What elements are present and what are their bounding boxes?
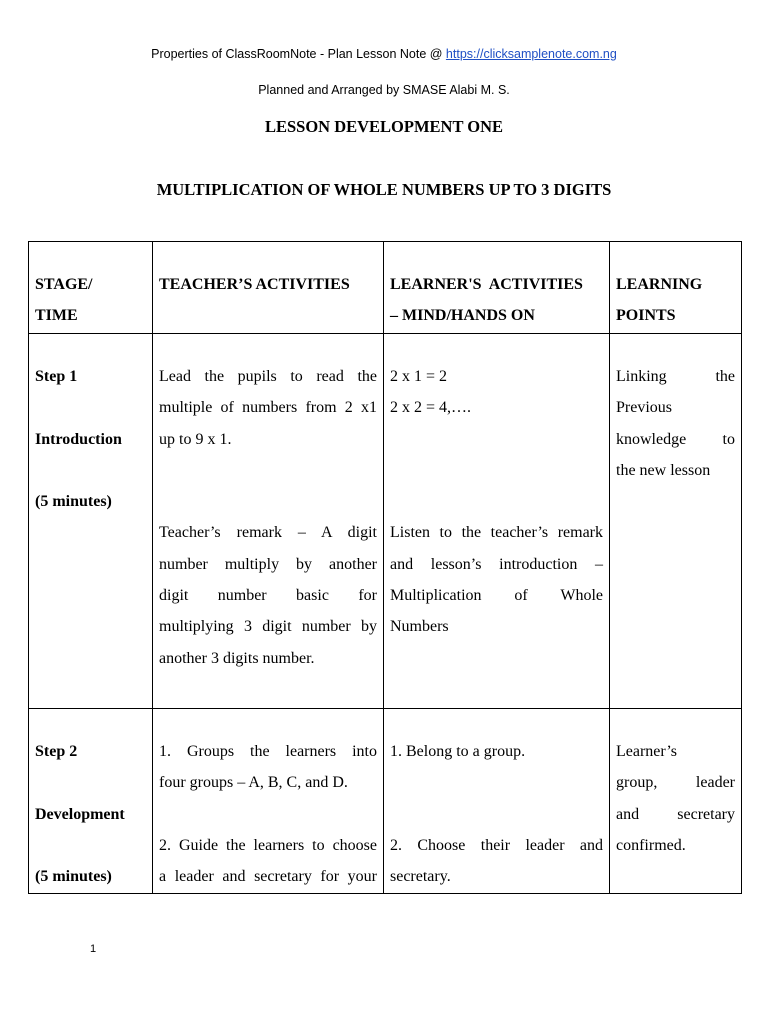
step1-points-cell (610, 334, 742, 709)
step1-teacher-text: up to 9 x 1. (159, 430, 232, 448)
step2-learner-text: secretary. (390, 868, 451, 886)
step2-stage-label: Development (35, 805, 125, 823)
step1-learner-remark: Numbers (390, 618, 449, 636)
step1-stage-cell (29, 334, 153, 709)
step2-stage-cell (29, 709, 153, 894)
step2-step-label: Step 2 (35, 743, 78, 760)
header-learning-points (610, 242, 742, 334)
header-planned-by: Planned and Arranged by SMASE Alabi M. S. (258, 83, 510, 97)
table-header-row (29, 242, 742, 334)
step1-teacher-remark: digit number basic for (159, 587, 377, 605)
step1-learner-cell (384, 334, 610, 709)
header-properties-text: Properties of ClassRoomNote - Plan Lesson Note @ (151, 47, 446, 61)
step1-teacher-cell (153, 334, 384, 709)
header-stage-line1: STAGE/ (35, 276, 93, 293)
step1-teacher-remark: another 3 digits number. (159, 649, 315, 667)
page-number: 1 (90, 943, 97, 955)
step2-learner-text: 1. Belong to a group. (390, 743, 526, 760)
step2-teacher-text: four groups – A, B, C, and D. (159, 774, 348, 792)
step1-points-text: Previous (616, 399, 672, 417)
step1-learner-text: 2 x 2 = 4,…. (390, 399, 472, 417)
header-learner-line2: – MIND/HANDS ON (390, 307, 535, 325)
step2-teacher-text: 2. Guide the learners to choose (159, 836, 377, 854)
step1-teacher-remark: multiplying 3 digit number by (159, 618, 377, 636)
step2-points-text: Learner’s (616, 743, 677, 760)
step1-points-text: knowledge to (616, 430, 735, 448)
header-link[interactable]: https://clicksamplenote.com.ng (445, 47, 617, 61)
step2-learner-cell (384, 709, 610, 894)
step1-teacher-text: Lead the pupils to read the (159, 368, 377, 385)
step1-teacher-remark: Teacher’s remark – A digit (159, 524, 377, 542)
table-row-step2 (29, 709, 742, 894)
step1-time-label: (5 minutes) (35, 493, 112, 511)
header-learner-line1: LEARNER'S ACTIVITIES (390, 276, 583, 293)
header-teacher-activities (153, 242, 384, 334)
step1-learner-remark: Multiplication of Whole (390, 587, 603, 605)
topic-title: MULTIPLICATION OF WHOLE NUMBERS UP TO 3 DIGITS (156, 180, 612, 199)
header-points-line1: LEARNING (616, 276, 703, 293)
step2-time-label: (5 minutes) (35, 868, 112, 886)
step2-teacher-text: a leader and secretary for your (159, 868, 377, 886)
lesson-title: LESSON DEVELOPMENT ONE (264, 117, 504, 136)
step1-learner-text: 2 x 1 = 2 (390, 368, 448, 385)
step2-learner-text: 2. Choose their leader and (390, 836, 603, 854)
header-teacher-label: TEACHER’S ACTIVITIES (159, 276, 350, 293)
header-stage-line2: TIME (35, 307, 78, 325)
step1-step-label: Step 1 (35, 368, 78, 385)
step1-points-text: the new lesson (616, 461, 711, 479)
header-learner-activities (384, 242, 610, 334)
step1-stage-label: Introduction (35, 430, 122, 448)
step1-points-text: Linking the (616, 368, 735, 385)
step2-points-text: confirmed. (616, 836, 686, 854)
step2-points-cell (610, 709, 742, 894)
table-row-step1 (29, 334, 742, 709)
step2-points-text: and secretary (616, 805, 735, 823)
step1-teacher-remark: number multiply by another (159, 555, 377, 573)
step2-teacher-text: 1. Groups the learners into (159, 743, 377, 760)
header-stage-time (29, 242, 153, 334)
lesson-table (28, 241, 742, 894)
step2-teacher-cell (153, 709, 384, 894)
step1-teacher-text: multiple of numbers from 2 x1 (159, 399, 377, 417)
step1-learner-remark: Listen to the teacher’s remark (390, 524, 603, 542)
step1-learner-remark: and lesson’s introduction – (390, 555, 603, 573)
step2-points-text: group, leader (616, 774, 735, 792)
header-properties-line (0, 47, 768, 61)
header-points-line2: POINTS (616, 307, 676, 325)
